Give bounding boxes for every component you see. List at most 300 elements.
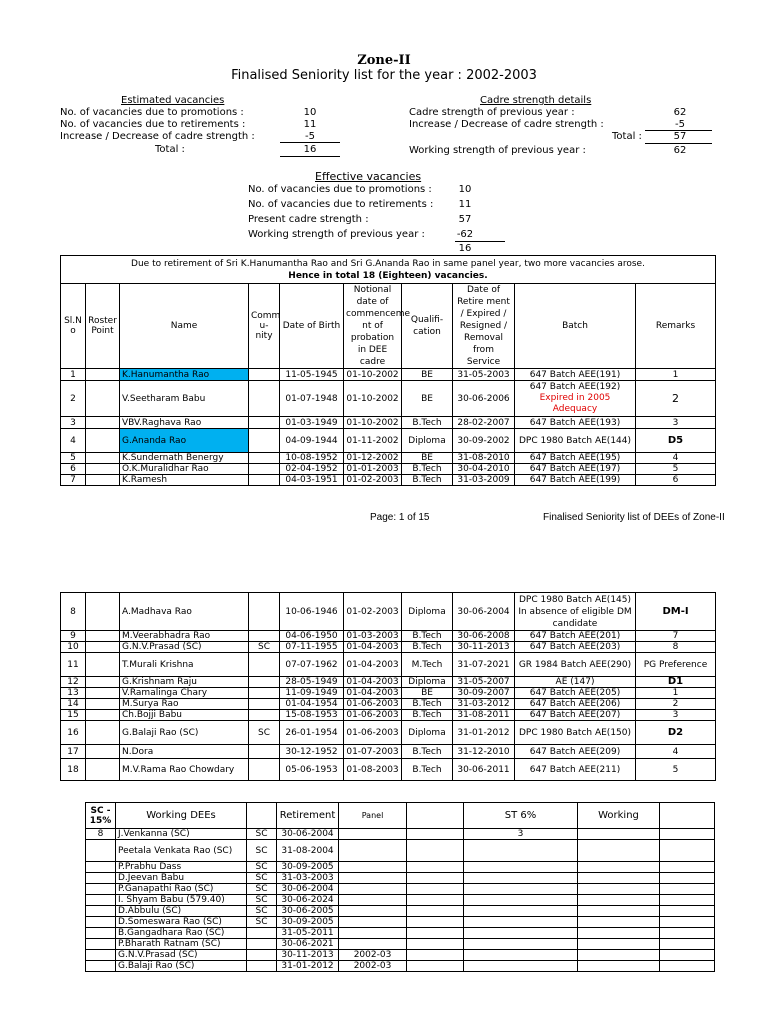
cell-blank [407,917,464,928]
header-community: Comm u- nity [249,284,280,369]
cell-sl: 7 [61,475,86,486]
cell-dob: 04-06-1950 [280,631,344,642]
estimated-value-3: -5 [305,131,315,142]
cell-qualification: Diploma [402,593,453,631]
table-row [61,464,716,475]
cell-retirement: 31-03-2012 [453,699,515,710]
cell-sl: 9 [61,631,86,642]
cell-qualification: Diploma [402,677,453,688]
cell-batch [515,381,636,417]
cell-notional: 01-06-2003 [344,710,402,721]
cell-blank [660,840,715,862]
cell-dob: 07-07-1962 [280,653,344,677]
cell-community [249,677,280,688]
cell-batch: DPC 1980 Batch AE(150) [515,721,636,745]
effective-value-1: 10 [458,184,472,195]
cell-name: D.Abbulu (SC) [116,906,247,917]
estimated-label-1: No. of vacancies due to promotions : [60,107,244,118]
cell-notional: 01-02-2003 [344,593,402,631]
table-row [61,653,716,677]
page-number: Page: 1 of 15 [370,512,430,523]
cell-retirement: 31-01-2012 [453,721,515,745]
estimated-total-underline [280,156,340,157]
cell-remarks: 4 [636,453,716,464]
cell-blank [578,873,660,884]
cell-retirement: 30-09-2005 [277,917,339,928]
cell-notional: 01-04-2003 [344,642,402,653]
header-working-dees: Working DEEs [116,803,247,829]
cell-name: V.Seetharam Babu [120,381,249,417]
cell-dob: 10-06-1946 [280,593,344,631]
cell-remarks: 3 [636,417,716,429]
cell-sl: 4 [61,429,86,453]
cell-qualification: B.Tech [402,710,453,721]
cadre-working-label: Working strength of previous year : [409,145,586,156]
effective-value-3: 57 [458,214,472,225]
cell-remarks: 3 [636,710,716,721]
cell-roster [86,381,120,417]
cell-st [464,917,578,928]
cell-community [247,928,277,939]
cell-retirement: 30-09-2007 [453,688,515,699]
cell-retirement: 31-03-2003 [277,873,339,884]
cell-dob: 26-01-1954 [280,721,344,745]
cell-batch: 647 Batch AEE(197) [515,464,636,475]
effective-label-2: No. of vacancies due to retirements : [248,199,434,210]
working-row [86,917,715,928]
cell-retirement: 30-09-2002 [453,429,515,453]
cell-blank [660,862,715,873]
working-row [86,884,715,895]
cell-name: Ch.Bojji Babu [120,710,249,721]
cell-blank [407,862,464,873]
cell-count [86,884,116,895]
note-row [61,256,716,284]
cell-community [249,759,280,781]
cell-remarks: D2 [636,721,716,745]
cadre-label-2: Increase / Decrease of cadre strength : [409,119,604,130]
cell-qualification: Diploma [402,429,453,453]
working-row [86,895,715,906]
cell-blank [407,829,464,840]
cell-panel [339,939,407,950]
cell-retirement: 31-07-2021 [453,653,515,677]
effective-label-1: No. of vacancies due to promotions : [248,184,432,195]
table-row [61,642,716,653]
cell-retirement: 28-02-2007 [453,417,515,429]
cell-qualification: BE [402,381,453,417]
cell-name: M.Surya Rao [120,699,249,710]
cell-blank [578,928,660,939]
cell-remarks: PG Preference [636,653,716,677]
working-row [86,950,715,961]
batch-text: 647 Batch AEE(192) [529,382,621,392]
cell-count [86,862,116,873]
cell-retirement: 30-06-2004 [277,884,339,895]
cell-roster [86,464,120,475]
cell-blank [578,950,660,961]
cell-remarks: 1 [636,369,716,381]
cell-dob: 28-05-1949 [280,677,344,688]
working-row [86,862,715,873]
cell-community: SC [247,906,277,917]
cell-sl: 5 [61,453,86,464]
cell-community: SC [247,862,277,873]
cell-qualification: B.Tech [402,417,453,429]
cell-st [464,873,578,884]
cell-community: SC [247,873,277,884]
cell-batch: AE (147) [515,677,636,688]
cell-batch: 647 Batch AEE(195) [515,453,636,464]
cell-st [464,961,578,972]
cell-st [464,906,578,917]
cell-community [247,950,277,961]
cell-roster [86,475,120,486]
working-row [86,829,715,840]
cell-batch: 647 Batch AEE(209) [515,745,636,759]
cell-retirement: 31-08-2011 [453,710,515,721]
cell-qualification: BE [402,369,453,381]
cell-notional: 01-11-2002 [344,429,402,453]
cell-notional: 01-10-2002 [344,381,402,417]
cell-name: G.Ananda Rao [120,429,249,453]
cell-name: D.Jeevan Babu [116,873,247,884]
cell-roster [86,453,120,464]
cadre-total-value: 57 [673,131,687,142]
cell-st [464,950,578,961]
cell-sl: 16 [61,721,86,745]
effective-total-rule [455,241,505,242]
cell-st [464,939,578,950]
cell-retirement: 31-05-2003 [453,369,515,381]
cell-roster [86,688,120,699]
cell-panel: 2002-03 [339,961,407,972]
cell-notional: 01-04-2003 [344,688,402,699]
cell-roster [86,642,120,653]
cell-name: VBV.Raghava Rao [120,417,249,429]
cell-panel [339,873,407,884]
cell-batch: 647 Batch AEE(205) [515,688,636,699]
header-sc-quota: SC - 15% [86,803,116,829]
cell-roster [86,653,120,677]
zone-title: Zone-II [357,53,411,68]
cell-name: K.Ramesh [120,475,249,486]
cell-name: A.Madhava Rao [120,593,249,631]
cell-blank [407,895,464,906]
cell-name: Peetala Venkata Rao (SC) [116,840,247,862]
cell-remarks: 1 [636,688,716,699]
cell-panel [339,884,407,895]
note-line-1: Due to retirement of Sri K.Hanumantha Rao and Sri G.Ananda Rao in same panel year, two more vacancies arose. [131,258,645,269]
cell-name: J.Venkanna (SC) [116,829,247,840]
cell-blank [578,895,660,906]
cell-dob: 07-11-1955 [280,642,344,653]
table-row [61,381,716,417]
cell-remarks: 2 [636,699,716,710]
cell-blank [578,840,660,862]
cell-community [249,631,280,642]
cell-community: SC [249,642,280,653]
cell-panel [339,906,407,917]
effective-total-value: 16 [458,243,472,254]
table-row [61,453,716,464]
cell-blank [407,950,464,961]
cell-panel [339,862,407,873]
cell-sl: 8 [61,593,86,631]
cell-count [86,895,116,906]
cell-retirement: 30-06-2024 [277,895,339,906]
working-row [86,961,715,972]
cell-community [249,710,280,721]
estimated-value-2: 11 [303,119,317,130]
estimated-total-value: 16 [303,144,317,155]
cell-panel [339,928,407,939]
cell-remarks: 5 [636,464,716,475]
cell-name: M.V.Rama Rao Chowdary [120,759,249,781]
header-retirement: Date of Retire ment / Expired / Resigned / Removal from Service [453,284,515,369]
cadre-total-underline [645,143,712,144]
cell-blank [407,840,464,862]
cell-qualification: B.Tech [402,699,453,710]
cell-community: SC [247,917,277,928]
cell-notional: 01-08-2003 [344,759,402,781]
working-row [86,928,715,939]
cell-qualification: B.Tech [402,642,453,653]
table-row [61,745,716,759]
cell-community: SC [249,721,280,745]
cell-batch: 647 Batch AEE(191) [515,369,636,381]
cell-retirement: 31-08-2010 [453,453,515,464]
cell-retirement: 30-04-2010 [453,464,515,475]
cell-dob: 04-09-1944 [280,429,344,453]
working-table-header-row [86,803,715,829]
cell-community [249,475,280,486]
estimated-value-1: 10 [303,107,317,118]
cell-qualification: B.Tech [402,745,453,759]
table-row [61,710,716,721]
cell-retirement: 31-03-2009 [453,475,515,486]
cell-blank [407,906,464,917]
working-row [86,873,715,884]
cadre-total-label: Total : [612,131,642,142]
cell-retirement: 30-11-2013 [277,950,339,961]
cell-st [464,895,578,906]
header-panel: Panel [339,803,407,829]
header-blank [247,803,277,829]
table-header-row [61,284,716,369]
cell-st [464,862,578,873]
cell-notional: 01-04-2003 [344,677,402,688]
cell-roster [86,699,120,710]
cell-retirement: 31-01-2012 [277,961,339,972]
cell-blank [407,928,464,939]
cell-sl: 14 [61,699,86,710]
cell-remarks: D5 [636,429,716,453]
cell-batch: GR 1984 Batch AEE(290) [515,653,636,677]
cadre-value-2: -5 [675,119,685,130]
cell-community [249,688,280,699]
batch-expired-note: Expired in 2005 Adequacy [539,393,611,414]
cell-batch: DPC 1980 Batch AE(145) In absence of eligible DM candidate [515,593,636,631]
cell-name: B.Gangadhara Rao (SC) [116,928,247,939]
cell-community [247,961,277,972]
cell-blank [660,961,715,972]
header-roster-point: Roster Point [86,284,120,369]
cell-sl: 6 [61,464,86,475]
cell-notional: 01-10-2002 [344,369,402,381]
cell-blank [407,873,464,884]
cell-notional: 01-07-2003 [344,745,402,759]
cell-notional: 01-02-2003 [344,475,402,486]
cell-name: T.Murali Krishna [120,653,249,677]
cell-qualification: B.Tech [402,464,453,475]
cell-sl: 12 [61,677,86,688]
header-dob: Date of Birth [280,284,344,369]
cell-name: G.Krishnam Raju [120,677,249,688]
cell-blank [660,873,715,884]
table-row [61,759,716,781]
cell-blank [660,895,715,906]
cell-name: P.Prabhu Dass [116,862,247,873]
header-st-quota: ST 6% [464,803,578,829]
cell-dob: 01-04-1954 [280,699,344,710]
cell-sl: 15 [61,710,86,721]
cell-retirement: 31-08-2004 [277,840,339,862]
cell-batch: 647 Batch AEE(206) [515,699,636,710]
cell-name: K.Hanumantha Rao [120,369,249,381]
cell-roster [86,417,120,429]
cell-retirement: 30-06-2006 [453,381,515,417]
cell-batch: 647 Batch AEE(211) [515,759,636,781]
cell-panel: 2002-03 [339,950,407,961]
header-notional-date: Notional date of commenceme nt of probation in DEE cadre [344,284,402,369]
page-title: Finalised Seniority list for the year : 2002-2003 [231,68,537,83]
cell-count [86,917,116,928]
effective-value-4: -62 [456,229,474,240]
cell-batch: DPC 1980 Batch AE(144) [515,429,636,453]
cell-panel [339,895,407,906]
cell-roster [86,369,120,381]
header-sl-no: Sl.N o [61,284,86,369]
cell-roster [86,721,120,745]
cell-dob: 01-03-1949 [280,417,344,429]
cell-count [86,840,116,862]
cell-dob: 02-04-1952 [280,464,344,475]
cell-blank [660,928,715,939]
cell-blank [660,829,715,840]
header-qualification: Qualifi- cation [402,284,453,369]
cell-roster [86,745,120,759]
cell-notional: 01-01-2003 [344,464,402,475]
cell-community [249,381,280,417]
cell-count [86,873,116,884]
cell-name: G.N.V.Prasad (SC) [120,642,249,653]
cell-community [249,745,280,759]
cell-panel [339,829,407,840]
cell-count [86,961,116,972]
cell-retirement: 30-06-2004 [453,593,515,631]
cell-name: G.Balaji Rao (SC) [116,961,247,972]
table-row [61,721,716,745]
cell-roster [86,631,120,642]
cell-remarks: D1 [636,677,716,688]
cell-count: 8 [86,829,116,840]
cell-notional: 01-03-2003 [344,631,402,642]
cell-community: SC [247,829,277,840]
table-row [61,369,716,381]
effective-label-4: Working strength of previous year : [248,229,425,240]
cell-sl: 11 [61,653,86,677]
cell-sl: 17 [61,745,86,759]
cell-blank [578,862,660,873]
table-row [61,699,716,710]
header-blank [660,803,715,829]
cell-notional: 01-10-2002 [344,417,402,429]
cell-retirement: 30-06-2004 [277,829,339,840]
estimated-label-2: No. of vacancies due to retirements : [60,119,246,130]
cell-sl: 3 [61,417,86,429]
cell-blank [660,950,715,961]
note-line-2: Hence in total 18 (Eighteen) vacancies. [288,270,488,281]
estimated-total-rule [280,142,340,143]
effective-label-3: Present cadre strength : [248,214,369,225]
cell-roster [86,710,120,721]
cell-qualification: B.Tech [402,475,453,486]
cell-qualification: BE [402,688,453,699]
cell-sl: 1 [61,369,86,381]
cell-sl: 2 [61,381,86,417]
cell-retirement: 30-06-2021 [277,939,339,950]
header-working: Working [578,803,660,829]
working-row [86,939,715,950]
footer-caption: Finalised Seniority list of DEEs of Zone-II [543,512,725,523]
working-dees-table [85,802,715,972]
cell-dob: 11-09-1949 [280,688,344,699]
cell-community [249,464,280,475]
cell-remarks: 2 [636,381,716,417]
cell-roster [86,429,120,453]
cell-remarks: 4 [636,745,716,759]
cell-dob: 15-08-1953 [280,710,344,721]
cell-remarks: 5 [636,759,716,781]
cell-count [86,939,116,950]
cell-community: SC [247,840,277,862]
table-row [61,475,716,486]
header-blank [407,803,464,829]
cell-name: V.Ramalinga Chary [120,688,249,699]
cell-roster [86,593,120,631]
cell-remarks: 8 [636,642,716,653]
cell-count [86,928,116,939]
seniority-table-page-1 [60,255,716,486]
cell-community [249,429,280,453]
cell-community [247,939,277,950]
working-row [86,906,715,917]
cell-retirement: 31-05-2007 [453,677,515,688]
cell-retirement: 30-06-2011 [453,759,515,781]
cell-count [86,950,116,961]
header-remarks: Remarks [636,284,716,369]
cell-roster [86,677,120,688]
cell-retirement: 30-09-2005 [277,862,339,873]
cell-st: 3 [464,829,578,840]
table-row [61,631,716,642]
cell-qualification: BE [402,453,453,464]
cell-dob: 11-05-1945 [280,369,344,381]
cell-blank [660,906,715,917]
cell-notional: 01-12-2002 [344,453,402,464]
cell-st [464,928,578,939]
